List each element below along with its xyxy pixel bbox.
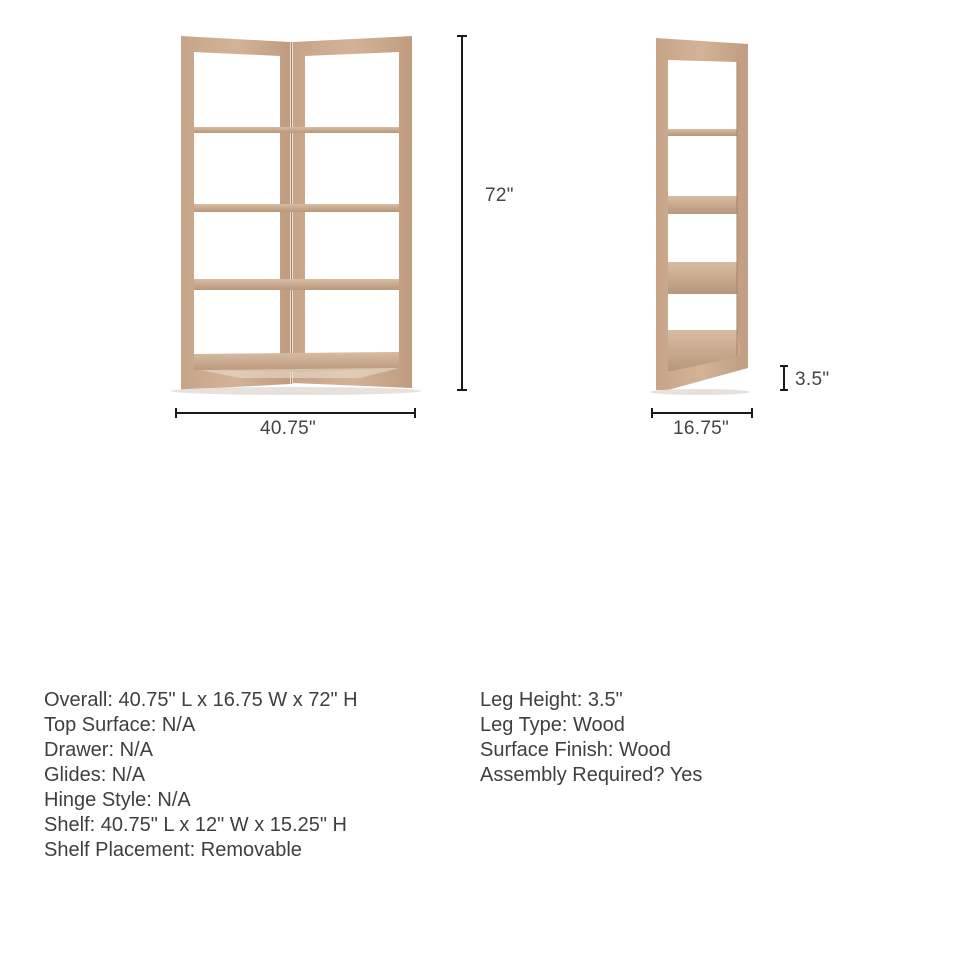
depth-dimension-line <box>652 408 752 418</box>
specs-right-column <box>480 688 702 788</box>
spec-drawer: Drawer: N/A <box>44 739 153 761</box>
leg-dimension-line <box>780 366 788 390</box>
depth-label: 16.75" <box>673 418 730 439</box>
side-view-bookcase <box>650 38 750 395</box>
height-label: 72" <box>485 185 514 206</box>
product-illustration <box>0 0 980 480</box>
spec-surface-finish: Surface Finish: Wood <box>480 739 671 761</box>
spec-assembly-required: Assembly Required? Yes <box>480 764 703 786</box>
spec-top-surface: Top Surface: N/A <box>44 714 196 736</box>
front-view-bookcase <box>171 36 421 395</box>
spec-leg-type: Leg Type: Wood <box>480 714 625 736</box>
spec-leg-height: Leg Height: 3.5" <box>480 689 623 711</box>
leg-height-label: 3.5" <box>795 369 830 390</box>
spec-hinge-style: Hinge Style: N/A <box>44 789 191 811</box>
spec-overall: Overall: 40.75" L x 16.75 W x 72" H <box>44 689 358 711</box>
width-dimension-line <box>176 408 415 418</box>
spec-glides: Glides: N/A <box>44 764 146 786</box>
spec-shelf: Shelf: 40.75" L x 12" W x 15.25" H <box>44 814 347 836</box>
spec-shelf-placement: Shelf Placement: Removable <box>44 839 302 861</box>
width-label: 40.75" <box>260 418 317 439</box>
height-dimension-line <box>457 36 467 390</box>
specs-left-column <box>44 688 358 863</box>
